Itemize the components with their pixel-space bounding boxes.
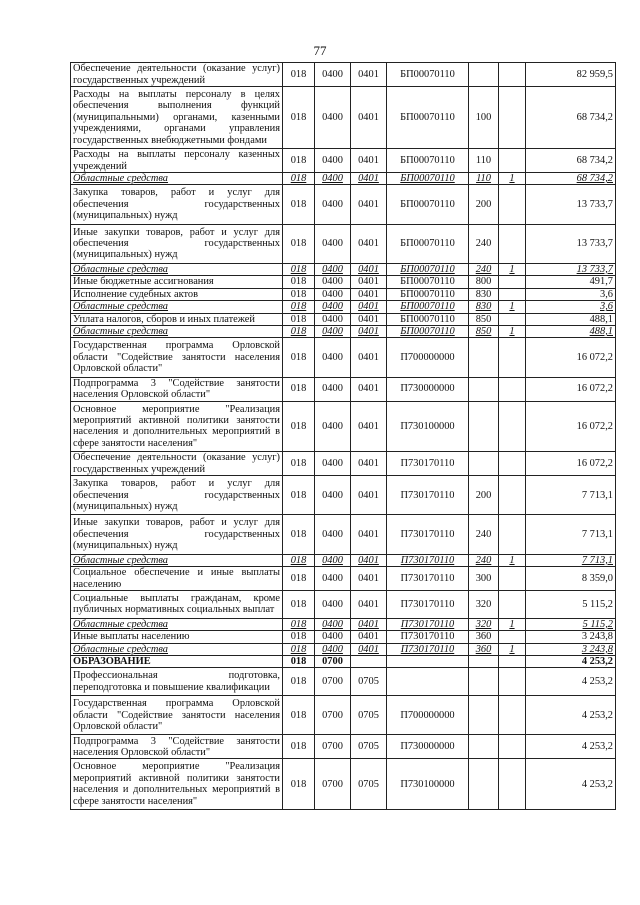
target-article-code-cell: П730170110 (387, 618, 469, 630)
regional-funds-row (71, 325, 616, 337)
table-row (71, 696, 616, 735)
amount-cell: 13 733,7 (526, 185, 616, 224)
admin-code-cell: 018 (283, 591, 315, 619)
section-code-cell: 0400 (315, 63, 351, 87)
funding-source-cell: 1 (499, 325, 526, 337)
expense-name-cell: Областные средства (71, 554, 283, 566)
expense-type-code-cell: 240 (469, 224, 499, 263)
target-article-code-cell: БП00070110 (387, 313, 469, 325)
admin-code-cell: 018 (283, 401, 315, 452)
amount-cell: 4 253,2 (526, 656, 616, 668)
amount-cell: 13 733,7 (526, 263, 616, 275)
target-article-code-cell: П730100000 (387, 759, 469, 810)
admin-code-cell: 018 (283, 301, 315, 313)
section-code-cell: 0400 (315, 338, 351, 377)
amount-cell: 3,6 (526, 301, 616, 313)
expense-type-code-cell: 110 (469, 173, 499, 185)
expense-name-cell: Социальные выплаты гражданам, кроме публичных нормативных социальных выплат (71, 591, 283, 619)
expense-type-code-cell: 110 (469, 149, 499, 173)
expense-name-cell: Социальное обеспечение и иные выплаты населению (71, 567, 283, 591)
section-code-cell: 0400 (315, 173, 351, 185)
admin-code-cell: 018 (283, 735, 315, 759)
expense-name-cell: Иные закупки товаров, работ и услуг для обеспечения государственных (муниципальных) нужд (71, 515, 283, 554)
admin-code-cell: 018 (283, 288, 315, 300)
amount-cell: 3 243,8 (526, 643, 616, 655)
funding-source-cell: 1 (499, 301, 526, 313)
expense-name-cell: Иные закупки товаров, работ и услуг для обеспечения государственных (муниципальных) нужд (71, 224, 283, 263)
funding-source-cell (499, 276, 526, 288)
subsection-code-cell: 0401 (351, 591, 387, 619)
funding-source-cell (499, 224, 526, 263)
funding-source-cell: 1 (499, 643, 526, 655)
budget-table (70, 62, 616, 810)
expense-type-code-cell (469, 63, 499, 87)
subsection-code-cell: 0401 (351, 554, 387, 566)
budget-table-body (71, 63, 616, 810)
expense-name-cell: Областные средства (71, 643, 283, 655)
funding-source-cell: 1 (499, 173, 526, 185)
amount-cell: 4 253,2 (526, 735, 616, 759)
subsection-code-cell: 0401 (351, 401, 387, 452)
target-article-code-cell: П730170110 (387, 567, 469, 591)
section-code-cell: 0400 (315, 313, 351, 325)
expense-name-cell: Иные бюджетные ассигнования (71, 276, 283, 288)
subsection-code-cell: 0401 (351, 631, 387, 643)
amount-cell: 4 253,2 (526, 759, 616, 810)
funding-source-cell (499, 452, 526, 476)
table-row (71, 759, 616, 810)
expense-type-code-cell: 830 (469, 288, 499, 300)
funding-source-cell (499, 401, 526, 452)
subsection-code-cell: 0401 (351, 338, 387, 377)
table-row (71, 401, 616, 452)
expense-type-code-cell: 300 (469, 567, 499, 591)
target-article-code-cell: БП00070110 (387, 63, 469, 87)
section-code-cell: 0400 (315, 452, 351, 476)
subsection-code-cell: 0401 (351, 643, 387, 655)
amount-cell: 13 733,7 (526, 224, 616, 263)
section-code-cell: 0700 (315, 735, 351, 759)
amount-cell: 8 359,0 (526, 567, 616, 591)
subsection-code-cell: 0401 (351, 618, 387, 630)
expense-type-code-cell: 100 (469, 87, 499, 149)
subsection-code-cell: 0401 (351, 149, 387, 173)
funding-source-cell (499, 63, 526, 87)
admin-code-cell: 018 (283, 656, 315, 668)
section-code-cell: 0400 (315, 591, 351, 619)
admin-code-cell: 018 (283, 618, 315, 630)
target-article-code-cell: БП00070110 (387, 185, 469, 224)
section-code-cell: 0700 (315, 759, 351, 810)
section-code-cell: 0400 (315, 288, 351, 300)
target-article-code-cell: П730170110 (387, 643, 469, 655)
subsection-code-cell: 0705 (351, 759, 387, 810)
section-code-cell: 0400 (315, 87, 351, 149)
section-code-cell: 0400 (315, 301, 351, 313)
amount-cell: 488,1 (526, 313, 616, 325)
admin-code-cell: 018 (283, 567, 315, 591)
target-article-code-cell: П730000000 (387, 377, 469, 401)
expense-type-code-cell: 850 (469, 325, 499, 337)
admin-code-cell: 018 (283, 668, 315, 696)
table-row (71, 63, 616, 87)
admin-code-cell: 018 (283, 87, 315, 149)
target-article-code-cell: БП00070110 (387, 149, 469, 173)
subsection-code-cell: 0401 (351, 452, 387, 476)
section-code-cell: 0700 (315, 696, 351, 735)
target-article-code-cell: П730170110 (387, 591, 469, 619)
expense-name-cell: Профессиональная подготовка, переподготовка и повышение квалификации (71, 668, 283, 696)
section-code-cell: 0400 (315, 276, 351, 288)
section-code-cell: 0700 (315, 668, 351, 696)
section-code-cell: 0400 (315, 476, 351, 515)
section-code-cell: 0400 (315, 263, 351, 275)
table-row (71, 591, 616, 619)
admin-code-cell: 018 (283, 696, 315, 735)
funding-source-cell: 1 (499, 263, 526, 275)
amount-cell: 3 243,8 (526, 631, 616, 643)
admin-code-cell: 018 (283, 224, 315, 263)
funding-source-cell (499, 591, 526, 619)
admin-code-cell: 018 (283, 63, 315, 87)
amount-cell: 488,1 (526, 325, 616, 337)
amount-cell: 4 253,2 (526, 696, 616, 735)
subsection-code-cell: 0401 (351, 313, 387, 325)
expense-type-code-cell: 240 (469, 263, 499, 275)
subsection-code-cell: 0705 (351, 735, 387, 759)
table-row (71, 377, 616, 401)
expense-name-cell: Областные средства (71, 618, 283, 630)
expense-name-cell: Уплата налогов, сборов и иных платежей (71, 313, 283, 325)
expense-name-cell: Областные средства (71, 173, 283, 185)
table-row (71, 288, 616, 300)
amount-cell: 16 072,2 (526, 377, 616, 401)
amount-cell: 491,7 (526, 276, 616, 288)
amount-cell: 3,6 (526, 288, 616, 300)
expense-type-code-cell: 830 (469, 301, 499, 313)
expense-type-code-cell (469, 668, 499, 696)
expense-type-code-cell (469, 338, 499, 377)
section-code-cell: 0400 (315, 149, 351, 173)
admin-code-cell: 018 (283, 338, 315, 377)
amount-cell: 82 959,5 (526, 63, 616, 87)
expense-name-cell: Подпрограмма 3 "Содействие занятости населения Орловской области" (71, 377, 283, 401)
target-article-code-cell: БП00070110 (387, 224, 469, 263)
target-article-code-cell (387, 668, 469, 696)
expense-name-cell: Основное мероприятие "Реализация мероприятий активной политики занятости населения и дополнительных мероприятий в сфере занятости населения" (71, 759, 283, 810)
amount-cell: 68 734,2 (526, 87, 616, 149)
section-row (71, 656, 616, 668)
funding-source-cell (499, 149, 526, 173)
funding-source-cell (499, 377, 526, 401)
target-article-code-cell: БП00070110 (387, 263, 469, 275)
admin-code-cell: 018 (283, 313, 315, 325)
table-row (71, 313, 616, 325)
table-row (71, 476, 616, 515)
regional-funds-row (71, 263, 616, 275)
target-article-code-cell: БП00070110 (387, 288, 469, 300)
funding-source-cell (499, 696, 526, 735)
expense-name-cell: Подпрограмма 3 "Содействие занятости населения Орловской области" (71, 735, 283, 759)
expense-name-cell: Государственная программа Орловской области "Содействие занятости населения Орловской области" (71, 338, 283, 377)
expense-type-code-cell: 200 (469, 476, 499, 515)
amount-cell: 7 713,1 (526, 554, 616, 566)
regional-funds-row (71, 618, 616, 630)
admin-code-cell: 018 (283, 377, 315, 401)
funding-source-cell (499, 338, 526, 377)
table-row (71, 149, 616, 173)
regional-funds-row (71, 554, 616, 566)
expense-type-code-cell (469, 452, 499, 476)
section-code-cell: 0400 (315, 643, 351, 655)
expense-type-code-cell: 240 (469, 515, 499, 554)
table-row (71, 515, 616, 554)
section-code-cell: 0400 (315, 224, 351, 263)
expense-name-cell: Расходы на выплаты персоналу в целях обеспечения выполнения функций (муниципальными) органами, казенными учреждениями, органами управления государственных внебюджетными фондами (71, 87, 283, 149)
subsection-code-cell: 0705 (351, 696, 387, 735)
expense-type-code-cell: 200 (469, 185, 499, 224)
table-row (71, 185, 616, 224)
table-row (71, 668, 616, 696)
amount-cell: 7 713,1 (526, 476, 616, 515)
admin-code-cell: 018 (283, 554, 315, 566)
expense-type-code-cell: 360 (469, 643, 499, 655)
expense-name-cell: Областные средства (71, 325, 283, 337)
subsection-code-cell: 0401 (351, 263, 387, 275)
target-article-code-cell: П730000000 (387, 735, 469, 759)
expense-type-code-cell (469, 656, 499, 668)
target-article-code-cell: П730170110 (387, 515, 469, 554)
expense-type-code-cell: 800 (469, 276, 499, 288)
target-article-code-cell: П700000000 (387, 338, 469, 377)
funding-source-cell (499, 476, 526, 515)
subsection-code-cell: 0401 (351, 301, 387, 313)
expense-name-cell: Закупка товаров, работ и услуг для обеспечения государственных (муниципальных) нужд (71, 476, 283, 515)
expense-name-cell: Закупка товаров, работ и услуг для обеспечения государственных (муниципальных) нужд (71, 185, 283, 224)
target-article-code-cell: П730100000 (387, 401, 469, 452)
target-article-code-cell: П730170110 (387, 452, 469, 476)
regional-funds-row (71, 643, 616, 655)
target-article-code-cell: П730170110 (387, 554, 469, 566)
page-number: 77 (313, 43, 327, 58)
section-code-cell: 0400 (315, 515, 351, 554)
table-row (71, 452, 616, 476)
funding-source-cell (499, 185, 526, 224)
amount-cell: 5 115,2 (526, 591, 616, 619)
expense-name-cell: Областные средства (71, 301, 283, 313)
amount-cell: 4 253,2 (526, 668, 616, 696)
subsection-code-cell: 0401 (351, 87, 387, 149)
admin-code-cell: 018 (283, 631, 315, 643)
expense-name-cell: Исполнение судебных актов (71, 288, 283, 300)
expense-type-code-cell: 360 (469, 631, 499, 643)
expense-name-cell: Обеспечение деятельности (оказание услуг) государственных учреждений (71, 63, 283, 87)
subsection-code-cell (351, 656, 387, 668)
regional-funds-row (71, 301, 616, 313)
section-code-cell: 0400 (315, 325, 351, 337)
table-row (71, 276, 616, 288)
subsection-code-cell: 0401 (351, 276, 387, 288)
target-article-code-cell: БП00070110 (387, 173, 469, 185)
target-article-code-cell: БП00070110 (387, 325, 469, 337)
amount-cell: 7 713,1 (526, 515, 616, 554)
amount-cell: 68 734,2 (526, 149, 616, 173)
target-article-code-cell: БП00070110 (387, 276, 469, 288)
funding-source-cell (499, 567, 526, 591)
amount-cell: 68 734,2 (526, 173, 616, 185)
amount-cell: 16 072,2 (526, 338, 616, 377)
amount-cell: 16 072,2 (526, 452, 616, 476)
table-row (71, 224, 616, 263)
admin-code-cell: 018 (283, 476, 315, 515)
section-code-cell: 0700 (315, 656, 351, 668)
expense-type-code-cell (469, 735, 499, 759)
expense-name-cell: Иные выплаты населению (71, 631, 283, 643)
expense-type-code-cell (469, 377, 499, 401)
admin-code-cell: 018 (283, 452, 315, 476)
section-code-cell: 0400 (315, 185, 351, 224)
section-code-cell: 0400 (315, 554, 351, 566)
table-row (71, 567, 616, 591)
table-row (71, 631, 616, 643)
subsection-code-cell: 0401 (351, 63, 387, 87)
admin-code-cell: 018 (283, 185, 315, 224)
funding-source-cell (499, 288, 526, 300)
amount-cell: 16 072,2 (526, 401, 616, 452)
table-row (71, 87, 616, 149)
expense-type-code-cell: 320 (469, 591, 499, 619)
target-article-code-cell: П730170110 (387, 631, 469, 643)
subsection-code-cell: 0401 (351, 515, 387, 554)
section-code-cell: 0400 (315, 567, 351, 591)
subsection-code-cell: 0401 (351, 567, 387, 591)
expense-name-cell: Расходы на выплаты персоналу казенных учреждений (71, 149, 283, 173)
funding-source-cell: 1 (499, 554, 526, 566)
subsection-code-cell: 0401 (351, 325, 387, 337)
table-row (71, 735, 616, 759)
regional-funds-row (71, 173, 616, 185)
subsection-code-cell: 0401 (351, 224, 387, 263)
funding-source-cell: 1 (499, 618, 526, 630)
expense-type-code-cell: 240 (469, 554, 499, 566)
target-article-code-cell: БП00070110 (387, 87, 469, 149)
subsection-code-cell: 0401 (351, 288, 387, 300)
expense-type-code-cell (469, 401, 499, 452)
funding-source-cell (499, 656, 526, 668)
subsection-code-cell: 0401 (351, 476, 387, 515)
expense-name-cell: Обеспечение деятельности (оказание услуг) государственных учреждений (71, 452, 283, 476)
target-article-code-cell (387, 656, 469, 668)
target-article-code-cell: П730170110 (387, 476, 469, 515)
table-row (71, 338, 616, 377)
admin-code-cell: 018 (283, 759, 315, 810)
expense-name-cell: Основное мероприятие "Реализация мероприятий активной политики занятости населения и дополнительных мероприятий в сфере занятости населения" (71, 401, 283, 452)
funding-source-cell (499, 515, 526, 554)
admin-code-cell: 018 (283, 173, 315, 185)
funding-source-cell (499, 87, 526, 149)
funding-source-cell (499, 631, 526, 643)
target-article-code-cell: БП00070110 (387, 301, 469, 313)
expense-name-cell: Областные средства (71, 263, 283, 275)
admin-code-cell: 018 (283, 643, 315, 655)
admin-code-cell: 018 (283, 325, 315, 337)
expense-type-code-cell: 320 (469, 618, 499, 630)
subsection-code-cell: 0401 (351, 173, 387, 185)
target-article-code-cell: П700000000 (387, 696, 469, 735)
subsection-code-cell: 0401 (351, 185, 387, 224)
section-code-cell: 0400 (315, 401, 351, 452)
funding-source-cell (499, 668, 526, 696)
section-code-cell: 0400 (315, 631, 351, 643)
subsection-code-cell: 0401 (351, 377, 387, 401)
expense-type-code-cell (469, 696, 499, 735)
amount-cell: 5 115,2 (526, 618, 616, 630)
admin-code-cell: 018 (283, 149, 315, 173)
expense-type-code-cell (469, 759, 499, 810)
funding-source-cell (499, 735, 526, 759)
expense-name-cell: ОБРАЗОВАНИЕ (71, 656, 283, 668)
admin-code-cell: 018 (283, 276, 315, 288)
section-code-cell: 0400 (315, 618, 351, 630)
expense-name-cell: Государственная программа Орловской области "Содействие занятости населения Орловской области" (71, 696, 283, 735)
expense-type-code-cell: 850 (469, 313, 499, 325)
admin-code-cell: 018 (283, 515, 315, 554)
admin-code-cell: 018 (283, 263, 315, 275)
funding-source-cell (499, 759, 526, 810)
subsection-code-cell: 0705 (351, 668, 387, 696)
section-code-cell: 0400 (315, 377, 351, 401)
funding-source-cell (499, 313, 526, 325)
